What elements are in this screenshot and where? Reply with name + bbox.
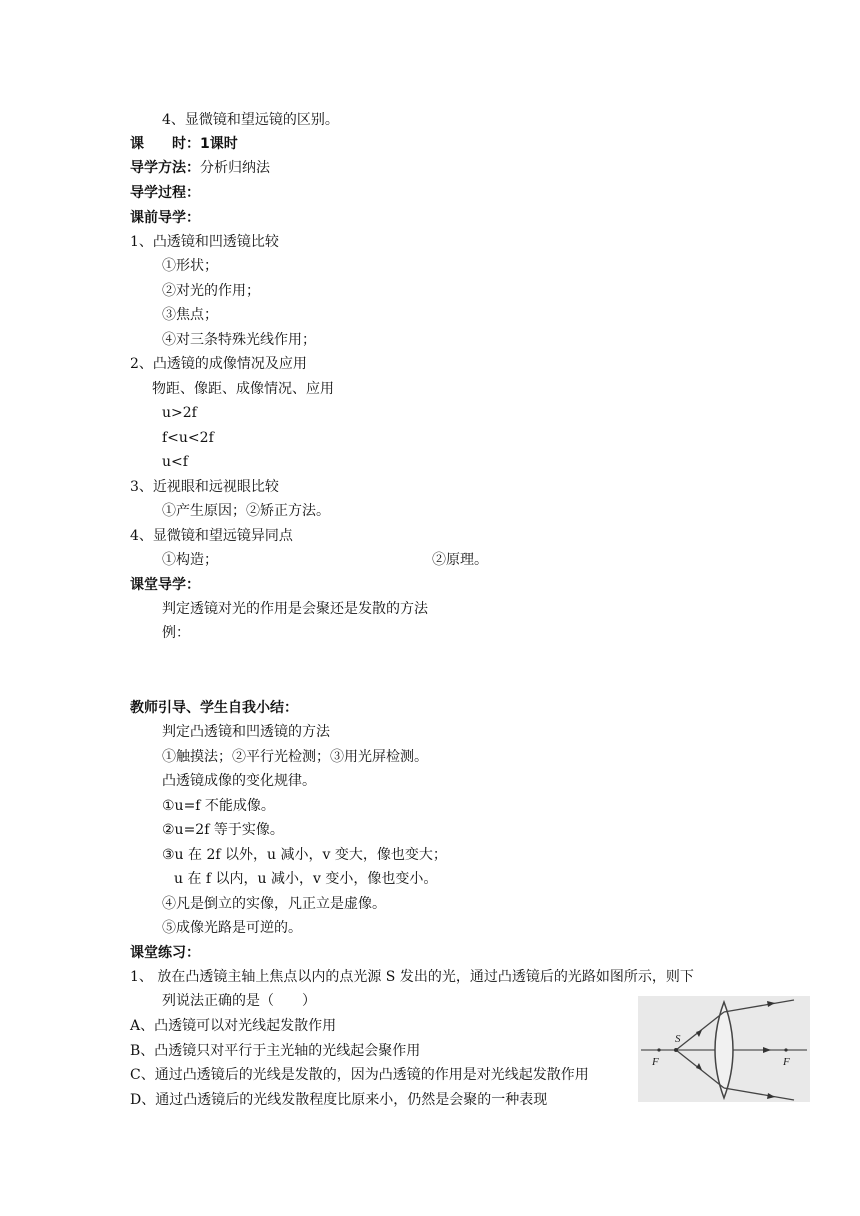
text-line: ①u=f 不能成像。 [162,798,275,814]
focus-label-right: F [783,1056,790,1068]
text-line: 2、凸透镜的成像情况及应用 [130,356,307,372]
section-heading: 教师引导、学生自我小结： [130,700,298,716]
text-line: 4、显微镜和望远镜异同点 [130,528,293,544]
section-heading: 导学过程： [130,185,200,201]
section-heading: 课堂练习： [130,945,200,961]
text-line: ②u=2f 等于实像。 [162,822,284,838]
lesson-hours: 课 时：1课时 [130,136,238,152]
text-line: 例： [162,625,190,641]
text-line: f<u<2f [162,430,214,446]
teaching-method-label: 导学方法： [130,160,200,176]
option-c: C、通过凸透镜后的光线是发散的，因为凸透镜的作用是对光线起发散作用 [130,1067,589,1083]
section-heading: 课堂导学： [130,577,200,593]
text-line: ④对三条特殊光线作用； [162,332,316,348]
text-line: ②对光的作用； [162,283,260,299]
text-line: ④凡是倒立的实像，凡正立是虚像。 [162,896,386,912]
text-line: u 在 f 以内，u 减小，v 变小，像也变小。 [174,871,438,887]
text-line: 3、近视眼和远视眼比较 [130,479,279,495]
text-line: ③u 在 2f 以外，u 减小，v 变大，像也变大； [162,847,447,863]
focus-label-left: F [652,1056,659,1068]
text-line: 判定透镜对光的作用是会聚还是发散的方法 [162,601,428,617]
option-a: A、凸透镜可以对光线起发散作用 [130,1018,337,1034]
teaching-method [130,158,270,178]
text-line: 物距、像距、成像情况、应用 [152,381,334,397]
question-text: 1、 放在凸透镜主轴上焦点以内的点光源 S 发出的光，通过凸透镜后的光路如图所示，则下 [130,969,694,985]
text-line: ①形状； [162,258,218,274]
text-line: ①触摸法；②平行光检测；③用光屏检测。 [162,749,428,765]
text-line: ①产生原因；②矫正方法。 [162,503,330,519]
text-line: 1、凸透镜和凹透镜比较 [130,234,279,250]
teaching-method-value: 分析归纳法 [200,160,270,176]
option-d: D、通过凸透镜后的光线发散程度比原来小，仍然是会聚的一种表现 [130,1092,548,1108]
text-line: u>2f [162,405,197,421]
section-heading: 课前导学： [130,210,200,226]
lens-ray-diagram [638,996,810,1102]
text-line: ③焦点； [162,307,218,323]
question-text: 列说法正确的是（ ） [162,993,316,1009]
source-label: S [675,1033,681,1045]
text-line: ②原理。 [432,552,488,568]
text-line: ⑤成像光路是可逆的。 [162,920,302,936]
text-line: ①构造； [162,552,218,568]
text-line: u<f [162,454,188,470]
text-line: 4、显微镜和望远镜的区别。 [162,112,339,128]
text-line: 判定凸透镜和凹透镜的方法 [162,724,330,740]
option-b: B、凸透镜只对平行于主光轴的光线起会聚作用 [130,1043,421,1059]
text-line: 凸透镜成像的变化规律。 [162,773,316,789]
